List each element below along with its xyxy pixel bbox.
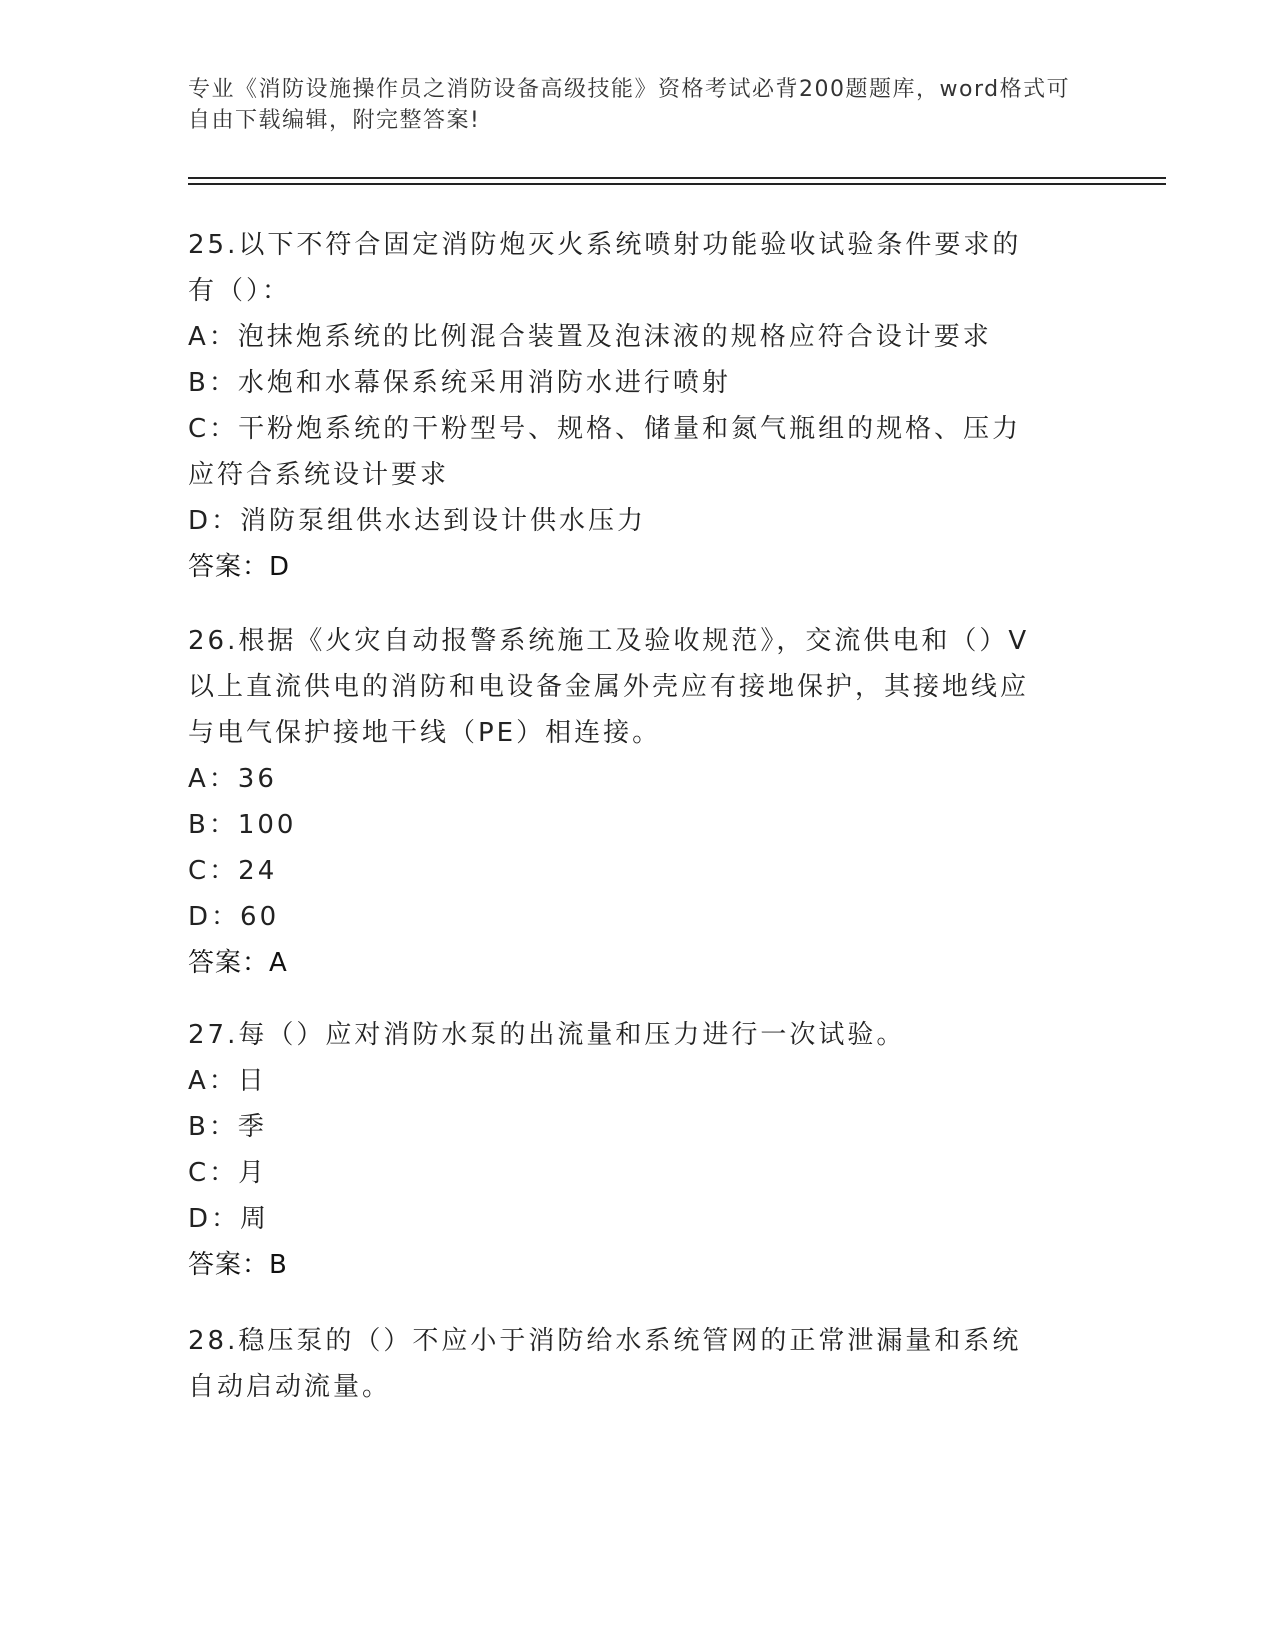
question-stem: 26.根据《火灾自动报警系统施工及验收规范》，交流供电和（）V以上直流供电的消防和电设备金属外壳应有接地保护，其接地线应与电气保护接地干线（PE）相连接。: [188, 626, 1030, 748]
header-divider-top: [188, 177, 1166, 179]
option-c: C：干粉炮系统的干粉型号、规格、储量和氮气瓶组的规格、压力应符合系统设计要求: [188, 414, 1022, 490]
question-stem: 27.每（）应对消防水泵的出流量和压力进行一次试验。: [188, 1020, 906, 1050]
answer: 答案：D: [188, 552, 291, 582]
question-stem: 25.以下不符合固定消防炮灭火系统喷射功能验收试验条件要求的有（）：: [188, 230, 1022, 306]
answer: 答案：A: [188, 948, 288, 978]
answer: 答案：B: [188, 1250, 288, 1280]
option-d: D：消防泵组供水达到设计供水压力: [188, 506, 647, 536]
option-a: A：36: [188, 764, 277, 794]
option-d: D：周: [188, 1204, 270, 1234]
option-c: C：月: [188, 1158, 268, 1188]
question-25: [188, 222, 1088, 590]
question-26: [188, 618, 1088, 986]
question-28: [188, 1318, 1088, 1410]
question-27: [188, 1012, 1088, 1288]
option-a: A：日: [188, 1066, 267, 1096]
option-c: C：24: [188, 856, 278, 886]
question-stem: 28.稳压泵的（）不应小于消防给水系统管网的正常泄漏量和系统自动启动流量。: [188, 1326, 1022, 1402]
document-header: 专业《消防设施操作员之消防设备高级技能》资格考试必背200题题库，word格式可自由下载编辑，附完整答案!: [188, 77, 1071, 133]
header-divider-bottom: [188, 183, 1166, 185]
option-a: A：泡抹炮系统的比例混合装置及泡沫液的规格应符合设计要求: [188, 322, 992, 352]
option-b: B：100: [188, 810, 297, 840]
option-b: B：水炮和水幕保系统采用消防水进行喷射: [188, 368, 731, 398]
option-d: D：60: [188, 902, 280, 932]
option-b: B：季: [188, 1112, 267, 1142]
